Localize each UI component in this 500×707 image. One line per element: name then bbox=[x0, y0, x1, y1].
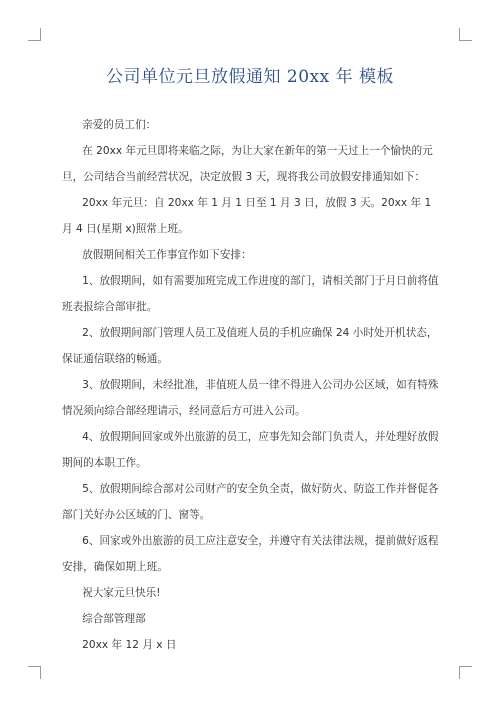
schedule-paragraph: 20xx 年元旦：自 20xx 年 1 月 1 日至 1 月 3 日，放假 3 天。20xx 年 1 月 4 日(星期 x)照常上班。 bbox=[62, 197, 432, 235]
arrangement-item-4: 4、放假期间回家或外出旅游的员工，应事先知会部门负责人，并处理好放假期间的本职工作。 bbox=[62, 431, 439, 469]
arrangement-item-3: 3、放假期间，未经批准，非值班人员一律不得进入公司办公区域，如有特殊情况须向综合部经理请示，经同意后方可进入公司。 bbox=[62, 379, 439, 417]
document-body bbox=[62, 112, 440, 658]
crop-mark-bottom-left bbox=[28, 666, 41, 679]
crop-mark-top-left bbox=[28, 28, 41, 41]
arrangement-item-6: 6、回家或外出旅游的员工应注意安全，并遵守有关法律法规，提前做好返程安排，确保如期上班。 bbox=[62, 535, 439, 573]
arrangement-item-5: 5、放假期间综合部对公司财产的安全负全责，做好防火、防盗工作并督促各部门关好办公区域的门、窗等。 bbox=[62, 483, 439, 521]
document-title: 公司单位元旦放假通知 20xx 年 模板 bbox=[105, 67, 395, 87]
arrangements-heading: 放假期间相关工作事宜作如下安排： bbox=[82, 249, 252, 261]
intro-paragraph: 在 20xx 年元旦即将来临之际，为让大家在新年的第一天过上一个愉快的元旦，公司结合当前经营状况，决定放假 3 天，现将我公司放假安排通知如下： bbox=[62, 145, 433, 183]
arrangement-item-1: 1、放假期间，如有需要加班完成工作进度的部门，请相关部门于月日前将值班表报综合部审批。 bbox=[62, 275, 439, 313]
arrangement-item-2: 2、放假期间部门管理人员工及值班人员的手机应确保 24 小时处开机状态，保证通信联络的畅通。 bbox=[62, 327, 438, 365]
signature-department: 综合部管理部 bbox=[82, 613, 146, 625]
crop-mark-top-right bbox=[459, 28, 472, 41]
signature-date: 20xx 年 12 月 x 日 bbox=[82, 639, 177, 651]
salutation: 亲爱的员工们： bbox=[82, 119, 157, 131]
crop-mark-bottom-right bbox=[459, 666, 472, 679]
greeting: 祝大家元旦快乐! bbox=[82, 587, 161, 599]
